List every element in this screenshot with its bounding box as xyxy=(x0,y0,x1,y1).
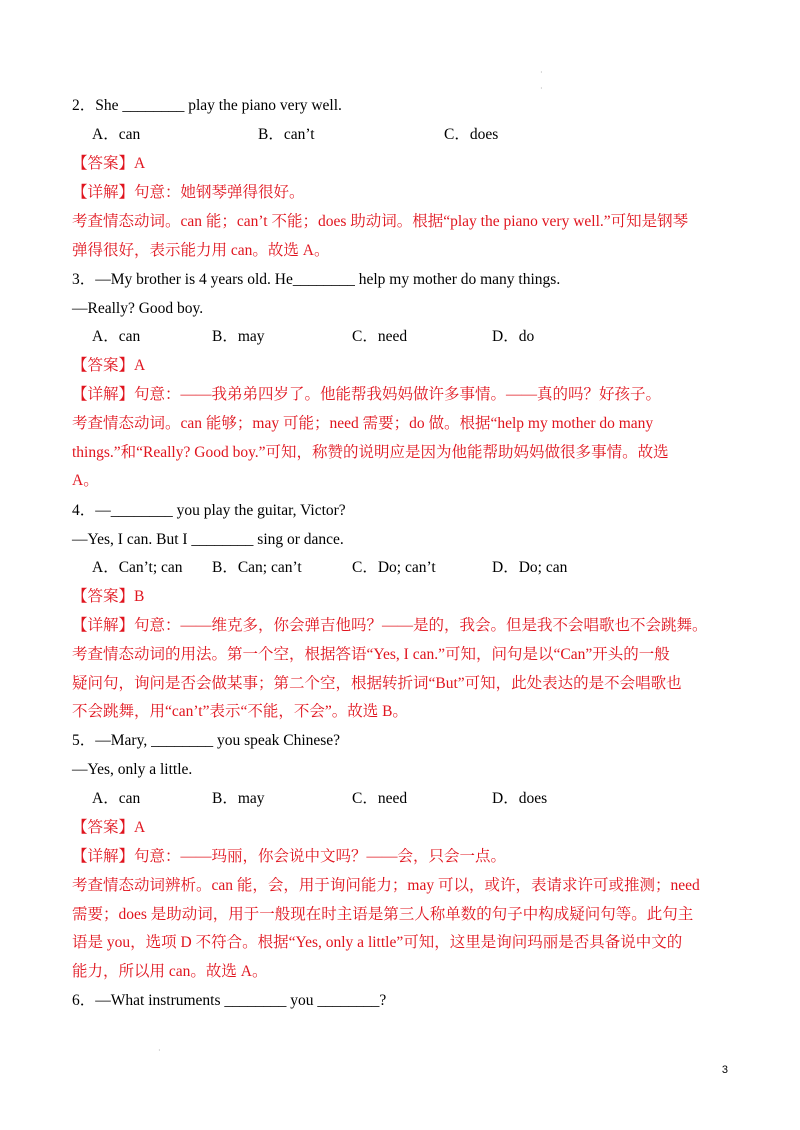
q5-stem: 5．—Mary, ________ you speak Chinese? xyxy=(72,732,341,749)
q3-option-d: D．do xyxy=(492,328,535,345)
q2-option-b: B．can’t xyxy=(258,126,315,143)
q3-explain-2: 考查情态动词。can 能够；may 可能；need 需要；do 做。根据“help my mother do many xyxy=(72,415,654,432)
q5-option-c: C．need xyxy=(352,790,408,807)
q5-option-b: B．may xyxy=(212,790,265,807)
q2-explain-2: 考查情态动词。can 能；can’t 不能；does 助动词。根据“play the piano very well.”可知是钢琴 xyxy=(72,213,689,230)
q3-answer: 【答案】A xyxy=(72,357,146,374)
q5-option-d: D．does xyxy=(492,790,548,807)
q4-options xyxy=(72,558,732,578)
q4-option-c: C．Do; can’t xyxy=(352,559,436,576)
q4-option-a: A．Can’t; can xyxy=(92,559,183,576)
q4-stem: 4．—________ you play the guitar, Victor? xyxy=(72,502,346,519)
q2-explain-3: 弹得很好，表示能力用 can。故选 A。 xyxy=(72,242,330,259)
q3-explain-4: A。 xyxy=(72,472,99,489)
q5-explain-1: 【详解】句意：——玛丽，你会说中文吗？——会，只会一点。 xyxy=(72,848,507,865)
q3-explain-3: things.”和“Really? Good boy.”可知，称赞的说明应是因为他能帮助妈妈做很多事情。故选 xyxy=(72,444,669,461)
q2-option-a: A．can xyxy=(92,126,141,143)
q5-explain-4: 语是 you，选项 D 不符合。根据“Yes, only a little”可知，这里是询问玛丽是否具备说中文的 xyxy=(72,934,683,951)
scan-speck: · xyxy=(540,68,543,77)
q2-option-c: C．does xyxy=(444,126,499,143)
q5-options xyxy=(72,789,732,809)
q3-stem: 3．—My brother is 4 years old. He________ help my mother do many things. xyxy=(72,271,561,288)
q5-reply: —Yes, only a little. xyxy=(72,761,193,778)
q3-option-b: B．may xyxy=(212,328,265,345)
q3-options xyxy=(72,327,732,347)
q4-option-b: B．Can; can’t xyxy=(212,559,302,576)
page-number: 3 xyxy=(721,1064,728,1076)
q2-stem: 2．She ________ play the piano very well. xyxy=(72,97,342,114)
q3-option-a: A．can xyxy=(92,328,141,345)
scan-speck: · xyxy=(158,1046,161,1055)
q5-explain-5: 能力，所以用 can。故选 A。 xyxy=(72,963,268,980)
q3-explain-1: 【详解】句意：——我弟弟四岁了。他能帮我妈妈做许多事情。——真的吗？好孩子。 xyxy=(72,386,662,403)
q5-answer: 【答案】A xyxy=(72,819,146,836)
q2-answer: 【答案】A xyxy=(72,155,146,172)
q4-explain-1: 【详解】句意：——维克多，你会弹吉他吗？——是的，我会。但是我不会唱歌也不会跳舞。 xyxy=(72,617,708,634)
q4-explain-3: 疑问句，询问是否会做某事；第二个空，根据转折词“But”可知，此处表达的是不会唱歌也 xyxy=(72,675,682,692)
q5-explain-2: 考查情态动词辨析。can 能，会，用于询问能力；may 可以，或许，表请求许可或推测；need xyxy=(72,877,700,894)
q2-options xyxy=(72,125,732,145)
q4-reply: —Yes, I can. But I ________ sing or dance. xyxy=(72,531,344,548)
q4-answer: 【答案】B xyxy=(72,588,145,605)
q2-explain-1: 【详解】句意：她钢琴弹得很好。 xyxy=(72,184,305,201)
q5-option-a: A．can xyxy=(92,790,141,807)
q4-explain-2: 考查情态动词的用法。第一个空，根据答语“Yes, I can.”可知，问句是以“Can”开头的一般 xyxy=(72,646,670,663)
q5-explain-3: 需要；does 是助动词，用于一般现在时主语是第三人称单数的句子中构成疑问句等。此句主 xyxy=(72,906,694,923)
scan-speck: · xyxy=(540,84,543,93)
q4-option-d: D．Do; can xyxy=(492,559,568,576)
q4-explain-4: 不会跳舞，用“can’t”表示“不能，不会”。故选 B。 xyxy=(72,703,408,720)
q3-reply: —Really? Good boy. xyxy=(72,300,204,317)
q3-option-c: C．need xyxy=(352,328,408,345)
q6-stem: 6．—What instruments ________ you ________? xyxy=(72,992,387,1009)
